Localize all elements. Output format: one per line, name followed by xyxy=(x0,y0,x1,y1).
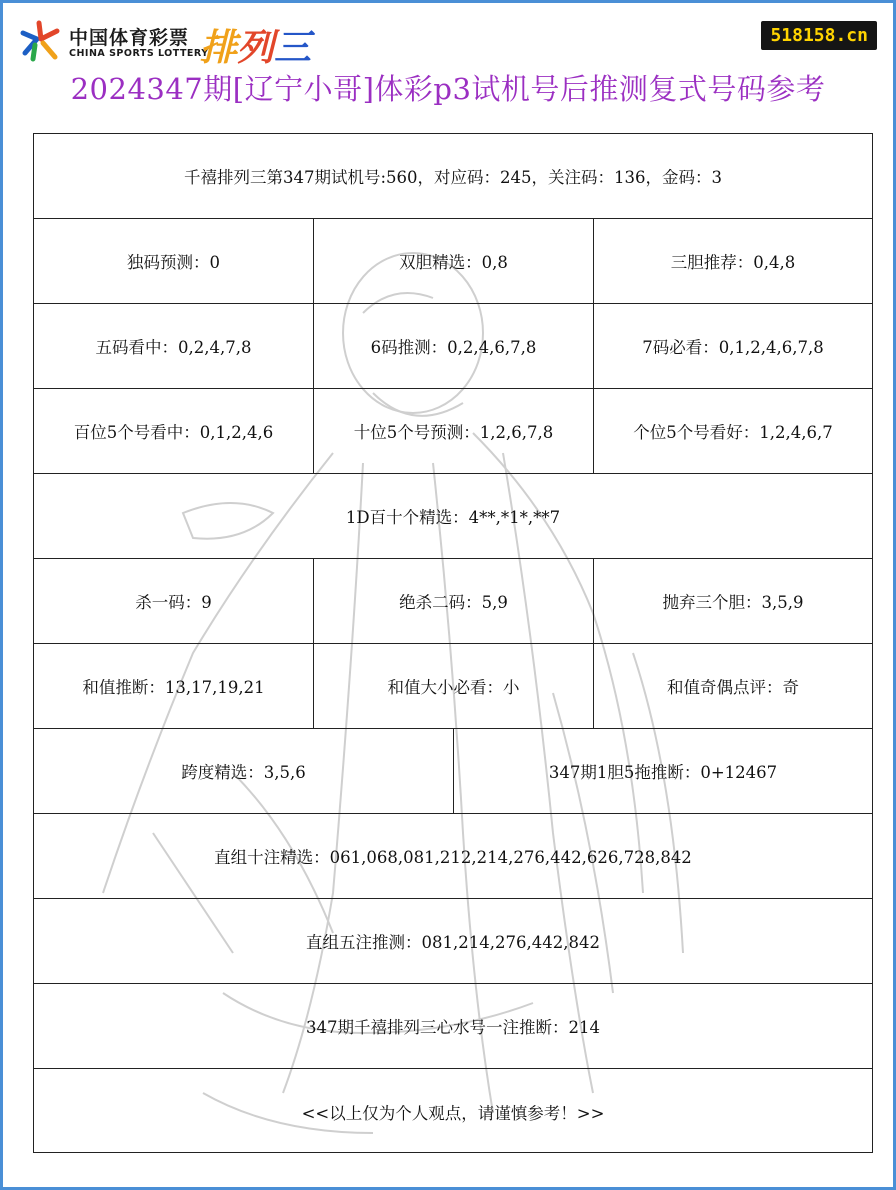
five-code-cell: 五码看中：0,2,4,7,8 xyxy=(34,304,314,388)
discard-three-cell: 抛弃三个胆：3,5,9 xyxy=(662,593,804,612)
table-row xyxy=(34,219,872,304)
table-row xyxy=(34,559,872,644)
trial-number-cell: 千禧排列三第347期试机号:560，对应码：245，关注码：136，金码：3 xyxy=(183,168,723,187)
sum-size-cell: 和值大小必看：小 xyxy=(314,644,594,728)
kill-one-cell: 杀一码：9 xyxy=(34,559,314,643)
one-bank-five-drag-cell: 347期1胆5拖推断：0+12467 xyxy=(548,763,778,782)
table-row xyxy=(34,644,872,729)
china-sports-lottery-logo xyxy=(19,17,329,67)
site-badge[interactable]: 518158.cn xyxy=(761,21,877,50)
table-row xyxy=(34,814,872,899)
ten-straight-picks-cell: 直组十注精选：061,068,081,212,214,276,442,626,728,842 xyxy=(214,848,692,867)
sum-value-cell: 和值推断：13,17,19,21 xyxy=(34,644,314,728)
table-row xyxy=(34,984,872,1069)
table-row xyxy=(34,134,872,219)
table-row xyxy=(34,1069,872,1154)
triple-pick-cell: 三胆推荐：0,4,8 xyxy=(670,253,796,272)
game-name-char-1: 排 xyxy=(200,26,237,69)
span-pick-cell: 跨度精选：3,5,6 xyxy=(34,729,454,813)
five-straight-picks-cell: 直组五注推测：081,214,276,442,842 xyxy=(306,933,600,952)
table-row xyxy=(34,389,872,474)
lottery-star-icon xyxy=(19,19,61,63)
table-row xyxy=(34,304,872,389)
single-favorite-cell: 347期千禧排列三心水号一注推断：214 xyxy=(306,1018,600,1037)
disclaimer-cell: <<以上仅为个人观点，请谨慎参考！>> xyxy=(301,1103,605,1123)
game-name-char-3: 三 xyxy=(274,26,311,69)
one-d-pick-cell: 1D百十个精选：4**,*1*,**7 xyxy=(345,508,561,527)
table-row xyxy=(34,899,872,984)
game-name-char-2: 列 xyxy=(237,26,274,69)
table-row xyxy=(34,474,872,559)
double-pick-cell: 双胆精选：0,8 xyxy=(314,219,594,303)
page-title: 2024347期[辽宁小哥]体彩p3试机号后推测复式号码参考 xyxy=(70,72,826,106)
seven-code-cell: 7码必看：0,1,2,4,6,7,8 xyxy=(642,338,824,357)
units-position-cell: 个位5个号看好：1,2,4,6,7 xyxy=(633,423,833,442)
prediction-table xyxy=(33,133,873,1153)
six-code-cell: 6码推测：0,2,4,6,7,8 xyxy=(314,304,594,388)
table-row xyxy=(34,729,872,814)
single-code-cell: 独码预测：0 xyxy=(34,219,314,303)
lottery-name-cn: 中国体育彩票 xyxy=(69,27,190,49)
lottery-name-en: CHINA SPORTS LOTTERY xyxy=(69,48,209,59)
sum-parity-cell: 和值奇偶点评：奇 xyxy=(667,678,799,697)
tens-position-cell: 十位5个号预测：1,2,6,7,8 xyxy=(314,389,594,473)
hundreds-position-cell: 百位5个号看中：0,1,2,4,6 xyxy=(34,389,314,473)
kill-two-cell: 绝杀二码：5,9 xyxy=(314,559,594,643)
game-name-logo xyxy=(200,17,311,71)
header xyxy=(3,3,893,125)
